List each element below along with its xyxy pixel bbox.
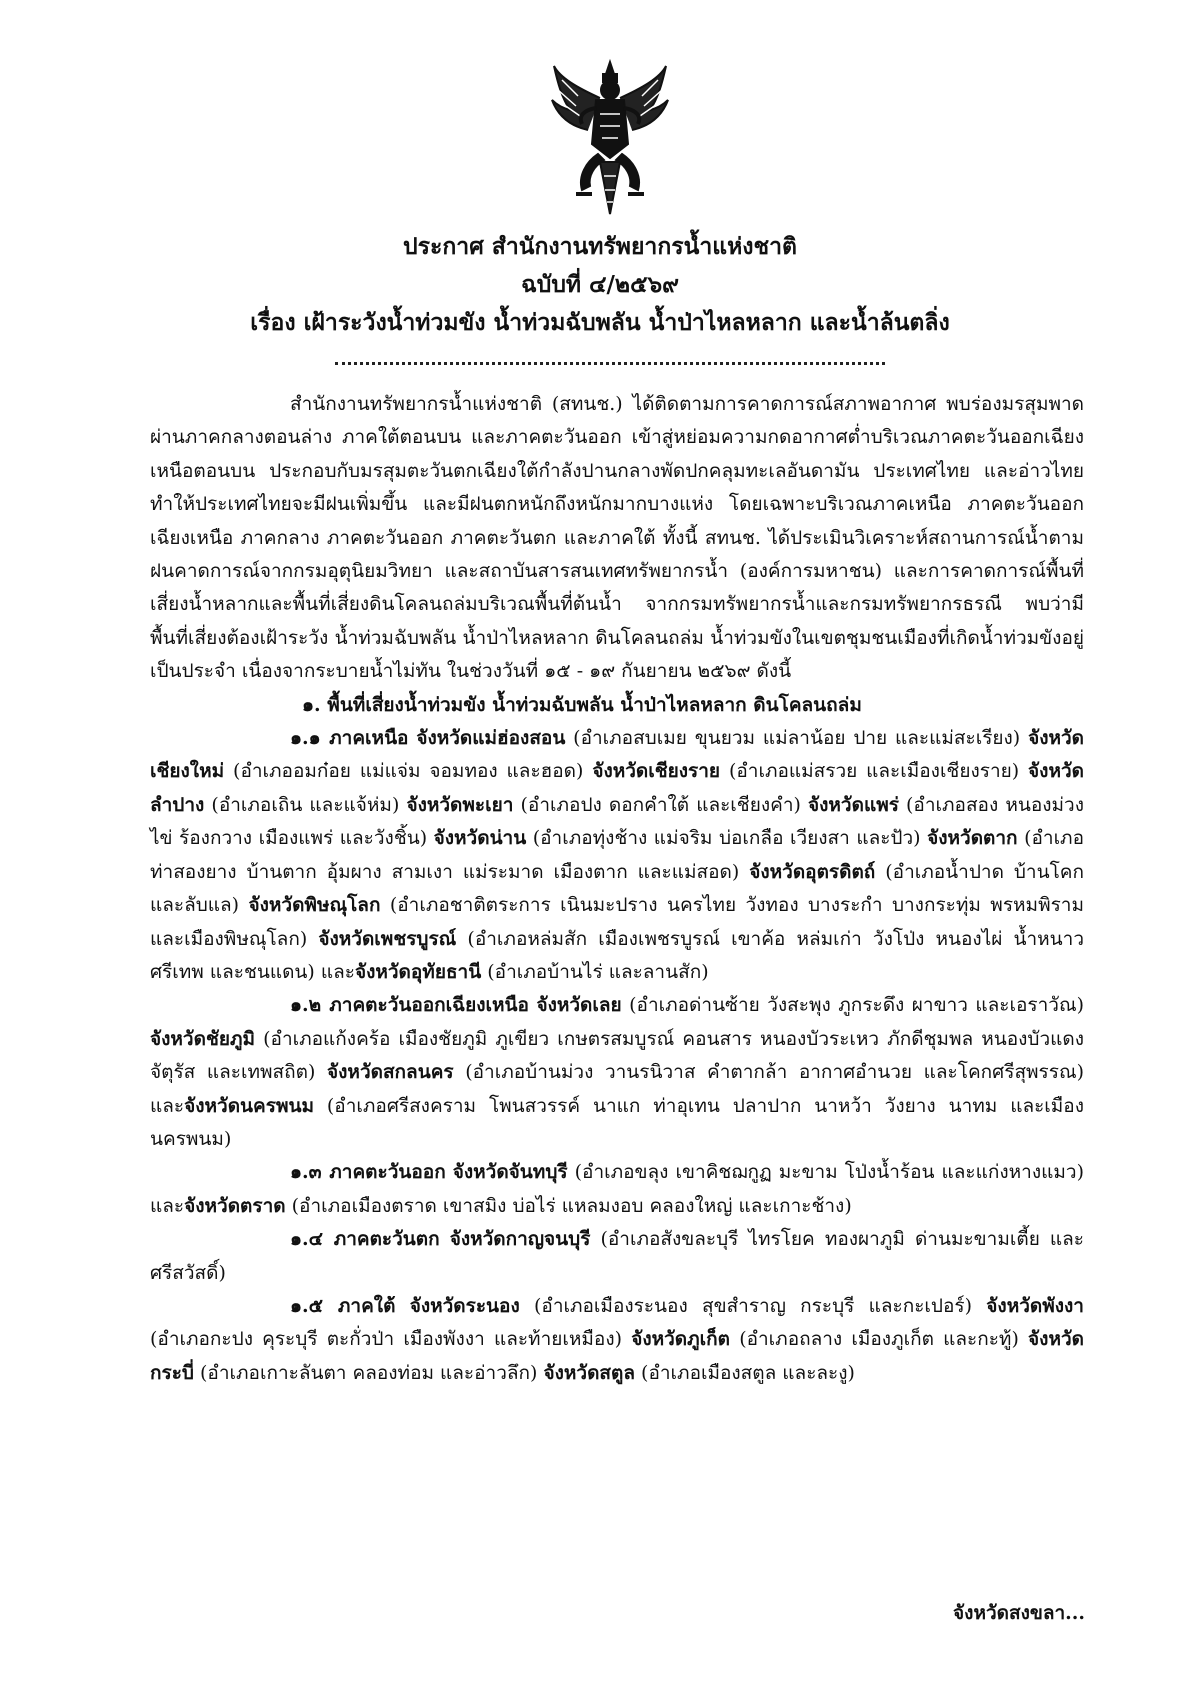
districts: (อำเภอเกาะลันตา คลองท่อม และอ่าวลึก): [193, 1361, 544, 1384]
region-label: ๑.๓ ภาคตะวันออก: [290, 1161, 446, 1184]
document-body: [150, 388, 1084, 1390]
districts: (อำเภอสบเมย ขุนยวม แม่ลาน้อย ปาย และแม่สะเรียง): [565, 727, 1029, 750]
province: จังหวัดลำปาง: [150, 760, 1084, 816]
province: จังหวัดพิษณุโลก: [248, 894, 381, 917]
region-label: ๑.๕ ภาคใต้: [290, 1294, 396, 1317]
districts: (อำเภอทุ่งช้าง แม่จริม บ่อเกลือ เวียงสา และปัว): [526, 827, 928, 850]
province: จังหวัดสตูล: [543, 1361, 636, 1384]
province: จังหวัดกระบี่: [150, 1328, 1084, 1384]
province: จังหวัดตาก: [927, 827, 1018, 850]
province: จังหวัดเลย: [536, 994, 622, 1017]
garuda-emblem-icon: [548, 58, 672, 218]
province: จังหวัดจันทบุรี: [452, 1161, 568, 1184]
province: จังหวัดเพชรบูรณ์: [318, 927, 457, 950]
section-1-2: [150, 989, 1084, 1156]
districts: (อำเภอหล่มสัก เมืองเพชรบูรณ์ เขาค้อ หล่มเก่า วังโป่ง หนองไผ่ น้ำหนาว ศรีเทพ และชนแดน) และ: [150, 927, 1085, 983]
province: จังหวัดแพร่: [808, 793, 899, 816]
section-1-5: [150, 1290, 1084, 1390]
districts: (อำเภอท่าสองยาง บ้านตาก อุ้มผาง สามเงา แม่ระมาด เมืองตาก และแม่สอด): [150, 827, 1084, 883]
province: จังหวัดพะเยา: [406, 793, 514, 816]
districts: (อำเภอสังขละบุรี ไทรโยค ทองผาภูมิ ด่านมะขามเตี้ย และศรีสวัสดิ์): [150, 1228, 1084, 1284]
dotted-divider: [335, 362, 885, 365]
districts: (อำเภอชาติตระการ เนินมะปราง นครไทย วังทอง บางระกำ บางกระทุ่ม พรหมพิราม และเมืองพิษณุโลก): [150, 894, 1084, 950]
districts: (อำเภอเมืองตราด เขาสมิง บ่อไร่ แหลมงอบ คลองใหญ่ และเกาะช้าง): [285, 1194, 852, 1217]
intro-paragraph: สำนักงานทรัพยากรน้ำแห่งชาติ (สทนช.) ได้ติดตามการคาดการณ์สภาพอากาศ พบร่องมรสุมพาดผ่านภาคกลางตอนล่าง ภาคใต้ตอนบน และภาคตะวันออก เข้าสู่หย่อมความกดอากาศต่ำบริเวณภาคตะวันออกเฉียงเหนือตอนบน ประกอบกับมรสุมตะวันตกเฉียงใต้กำลังปานกลางพัดปกคลุมทะเลอันดามัน ประเทศไทย และอ่าวไทย ทำให้ประเทศไทยจะมีฝนเพิ่มขึ้น และมีฝนตกหนักถึงหนักมากบางแห่ง โดยเฉพาะบริเวณภาคเหนือ ภาคตะวันออกเฉียงเหนือ ภาคกลาง ภาคตะวันออก ภาคตะวันตก และภาคใต้ ทั้งนี้ สทนช. ได้ประเมินวิเคราะห์สถานการณ์น้ำตามฝนคาดการณ์จากกรมอุตุนิยมวิทยา และสถาบันสารสนเทศทรัพยากรน้ำ (องค์การมหาชน) และการคาดการณ์พื้นที่เสี่ยงน้ำหลากและพื้นที่เสี่ยงดินโคลนถล่มบริเวณพื้นที่ต้นน้ำ จากกรมทรัพยากรน้ำและกรมทรัพยากรธรณี พบว่ามีพื้นที่เสี่ยงต้องเฝ้าระวัง น้ำท่วมฉับพลัน น้ำป่าไหลหลาก ดินโคลนถล่ม น้ำท่วมขังในเขตชุมชนเมืองที่เกิดน้ำท่วมขังอยู่เป็นประจำ เนื่องจากระบายน้ำไม่ทัน ในช่วงวันที่ ๑๕ - ๑๙ กันยายน ๒๕๖๙ ดังนี้: [150, 393, 1084, 683]
districts: (อำเภอแก้งคร้อ เมืองชัยภูมิ ภูเขียว เกษตรสมบูรณ์ คอนสาร หนองบัวระเหว ภักดีชุมพล หนองบัวแดง จัตุรัส และเทพสถิต): [150, 1027, 1084, 1084]
province: จังหวัดสกลนคร: [327, 1061, 454, 1084]
region-label: ๑.๒ ภาคตะวันออกเฉียงเหนือ: [290, 994, 529, 1017]
province: จังหวัดเชียงราย: [592, 760, 721, 783]
districts: (อำเภอขลุง เขาคิชฌกูฏ มะขาม โป่งน้ำร้อน และแก่งหางแมว) และ: [150, 1161, 1084, 1217]
announcement-title: ประกาศ สำนักงานทรัพยากรน้ำแห่งชาติ: [403, 233, 797, 260]
province: จังหวัดอุตรดิตถ์: [749, 860, 876, 883]
districts: (อำเภอปง ดอกคำใต้ และเชียงคำ): [513, 793, 808, 816]
section-1-3: [150, 1156, 1084, 1223]
districts: (อำเภอแม่สรวย และเมืองเชียงราย): [720, 760, 1029, 783]
province: จังหวัดอุทัยธานี: [354, 960, 482, 983]
announcement-header: [150, 228, 1050, 342]
districts: (อำเภอศรีสงคราม โพนสวรรค์ นาแก ท่าอุเทน ปลาปาก นาหว้า วังยาง นาทม และเมืองนครพนม): [150, 1094, 1084, 1150]
section-1-1: [150, 722, 1084, 989]
announcement-subject: เรื่อง เฝ้าระวังน้ำท่วมขัง น้ำท่วมฉับพลัน น้ำป่าไหลหลาก และน้ำล้นตลิ่ง: [250, 309, 950, 336]
districts: (อำเภอสอง หนองม่วงไข่ ร้องกวาง เมืองแพร่ และวังชิ้น): [150, 793, 1084, 850]
province: จังหวัดกาญจนบุรี: [449, 1228, 591, 1251]
districts: (อำเภอน้ำปาด บ้านโคก และลับแล): [150, 860, 1084, 917]
region-label: ๑.๔ ภาคตะวันตก: [290, 1228, 440, 1251]
continuation-footer: จังหวัดสงขลา...: [953, 1602, 1085, 1624]
announcement-number: ฉบับที่ ๔/๒๕๖๙: [521, 271, 679, 298]
section-1-heading: ๑. พื้นที่เสี่ยงน้ำท่วมขัง น้ำท่วมฉับพลัน น้ำป่าไหลหลาก ดินโคลนถล่ม: [302, 693, 862, 716]
districts: (อำเภออมก๋อย แม่แจ่ม จอมทอง และฮอด): [224, 760, 593, 783]
province: จังหวัดนครพนม: [184, 1094, 314, 1117]
districts: (อำเภอถลาง เมืองภูเก็ต และกะทู้): [730, 1328, 1029, 1351]
districts: (อำเภอเถิน และแจ้ห่ม): [204, 793, 407, 816]
province: จังหวัดเชียงใหม่: [150, 727, 1085, 783]
districts: (อำเภอบ้านม่วง วานรนิวาส คำตากล้า อากาศอำนวย และโคกศรีสุพรรณ) และ: [150, 1061, 1085, 1117]
districts: (อำเภอบ้านไร่ และลานสัก): [481, 960, 709, 983]
region-label: ๑.๑ ภาคเหนือ: [290, 727, 409, 750]
province: จังหวัดตราด: [184, 1194, 286, 1217]
province: จังหวัดชัยภูมิ: [150, 1027, 256, 1050]
province: จังหวัดระนอง: [409, 1294, 520, 1317]
districts: (อำเภอเมืองระนอง สุขสำราญ กระบุรี และกะเปอร์): [519, 1294, 987, 1317]
districts: (อำเภอกะปง คุระบุรี ตะกั่วป่า เมืองพังงา และท้ายเหมือง): [150, 1328, 632, 1351]
province: จังหวัดแม่ฮ่องสอน: [416, 727, 566, 750]
province: จังหวัดภูเก็ต: [631, 1328, 731, 1351]
districts: (อำเภอเมืองสตูล และละงู): [635, 1361, 855, 1384]
province: จังหวัดพังงา: [986, 1294, 1084, 1317]
section-1-4: [150, 1223, 1084, 1290]
province: จังหวัดน่าน: [433, 827, 527, 850]
districts: (อำเภอด่านซ้าย วังสะพุง ภูกระดึง ผาขาว และเอราวัณ): [621, 994, 1084, 1017]
